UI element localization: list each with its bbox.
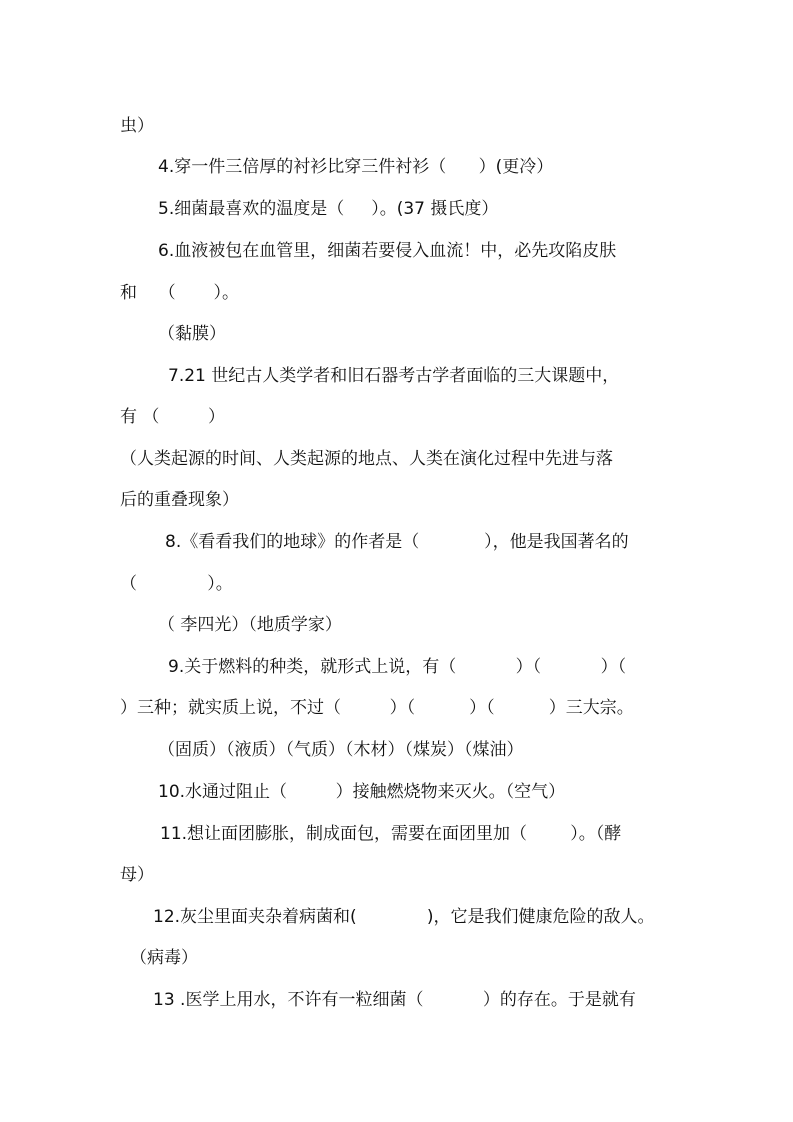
answer-9: （固质）（液质）（气质）（木材）（煤炭）（煤油） (158, 740, 524, 760)
answer-7-continued: 后的重叠现象） (120, 490, 239, 510)
question-11: 11.想让面团膨胀，制成面包，需要在面团里加（ ）。（酵 (160, 824, 622, 844)
question-9: 9.关于燃料的种类，就形式上说，有（ ）（ ）（ (168, 657, 627, 677)
question-10: 10.水通过阻止（ ）接触燃烧物来灭火。（空气） (158, 782, 566, 802)
question-9-continued: ）三种；就实质上说，不过（ ）（ ）（ ）三大宗。 (120, 698, 634, 718)
question-6: 6.血液被包在血管里，细菌若要侵入血流！中，必先攻陷皮肤 (158, 241, 617, 261)
answer-7: （人类起源的时间、人类起源的地点、人类在演化过程中先进与落 (120, 449, 613, 469)
answer-8: （ 李四光）（地质学家） (158, 615, 342, 635)
question-12: 12.灰尘里面夹杂着病菌和( )，它是我们健康危险的敌人。 (153, 907, 655, 927)
question-4: 4.穿一件三倍厚的衬衫比穿三件衬衫（ ）(更冷） (158, 157, 554, 177)
question-8-continued: （ ）。 (120, 574, 233, 594)
question-7-continued: 有 （ ） (120, 407, 226, 427)
question-5: 5.细菌最喜欢的温度是（ ）。(37 摄氏度） (158, 199, 499, 219)
question-13: 13 .医学上用水，不许有一粒细菌（ ）的存在。于是就有 (153, 990, 636, 1010)
answer-6: （黏膜） (158, 324, 226, 344)
answer-12: （病毒） (130, 948, 198, 968)
question-11-continued: 母） (120, 865, 154, 885)
question-8: 8.《看看我们的地球》的作者是（ ），他是我国著名的 (165, 532, 629, 552)
question-6-continued: 和 （ ）。 (120, 283, 239, 303)
question-7: 7.21 世纪古人类学者和旧石器考古学者面临的三大课题中， (168, 366, 620, 386)
text-line-1: 虫） (120, 116, 154, 136)
